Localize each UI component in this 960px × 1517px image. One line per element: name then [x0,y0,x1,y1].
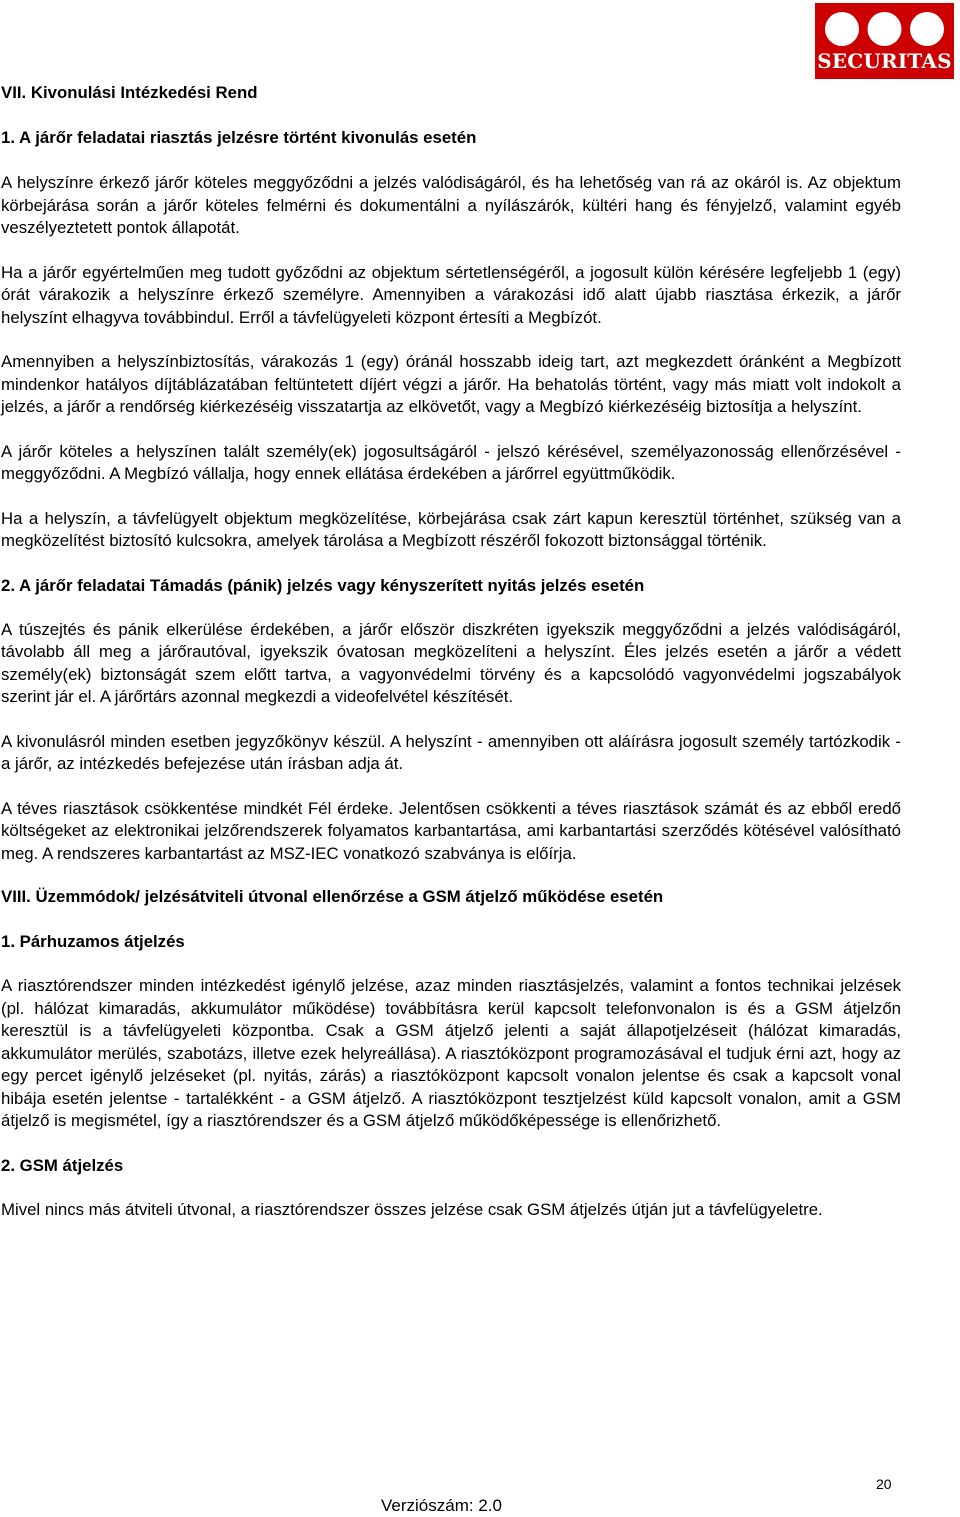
paragraph: A riasztórendszer minden intézkedést igénylő jelzése, azaz minden riasztásjelzés, valamint a fontos technikai jelzések (pl. hálózat kimaradás, akkumulátor működése) továbbításra kerül kapcsolt telefonvonalon is és a GSM átjelzőn keresztül is a távfelügyeleti központba. Csak a GSM átjelző jelenti a saját állapotjelzéseit (hálózat kimaradás, akkumulátor merülés, szabotázs, illetve ezek helyreállása). A riasztóközpont programozásával el tudjuk érni azt, hogy az egy percet igénylő jelzéseket (pl. nyitás, zárás) a riasztóközpont kapcsolt vonalon jelentse és csak a kapcsolt vonal hibája esetén jelentse - tartalékként - a GSM átjelző. A riasztóközpont tesztjelzést küld kapcsolt vonalon, amit a GSM átjelző is megismétel, így a riasztórendszer és a GSM átjelző működőképessége is ellenőrizhető. [1,976,901,1130]
paragraph: Mivel nincs más átviteli útvonal, a riasztórendszer összes jelzése csak GSM átjelzés útján jut a távfelügyeletre. [1,1199,823,1219]
paragraph: A téves riasztások csökkentése mindkét Fél érdeke. Jelentősen csökkenti a téves riasztások számát és az ebből eredő költségeket az elektronikai jelzőrendszerek folyamatos karbantartása, ami karbantartási szerződés kötésével valósítható meg. A rendszeres karbantartást az MSZ-IEC vonatkozó szabványa is előírja. [1,798,901,863]
subsection-title-8-2: 2. GSM átjelzés [1,1155,124,1175]
paragraph: A túszejtés és pánik elkerülése érdekében, a járőr először diszkréten igyekszik meggyőződni a jelzés valódiságáról, távolabb áll meg a járőrautóval, igyekszik óvatosan megközelíteni a helyszínt. Éles jelzés esetén a járőr a védett személy(ek) biztonságát szem előtt tartva, a vagyonvédelmi törvény és a kapcsolódó vagyonvédelmi jogszabályok szerint jár el. A járőrtárs azonnal megkezdi a videofelvétel készítését. [1,619,901,706]
paragraph: Ha a helyszín, a távfelügyelt objektum megközelítése, körbejárása csak zárt kapun keresztül történhet, szükség van a megközelítést biztosító kulcsokra, amelyek tárolása a Megbízott részéről fokozott biztonsággal történik. [1,508,901,550]
subsection-title-8-1: 1. Párhuzamos átjelzés [1,932,185,951]
document-body [1,81,901,1221]
subsection-title-7-1: 1. A járőr feladatai riasztás jelzésre történt kivonulás esetén [1,128,477,147]
paragraph: Ha a járőr egyértelműen meg tudott győződni az objektum sértetlenségéről, a jogosult külön kérésére legfeljebb 1 (egy) órát várakozik a helyszínre érkező személyre. Amennyiben a várakozási idő alatt újabb riasztása érkezik, a járőr helyszínt elhagyva továbbindul. Erről a távfelügyeleti központ értesíti a Megbízót. [1,262,901,327]
paragraph: A járőr köteles a helyszínen talált személy(ek) jogosultságáról - jelszó kérésével, személyazonosság ellenőrzésével - meggyőződni. A Megbízó vállalja, hogy ennek ellátása érdekében a járőrrel együttműködik. [1,441,901,483]
subsection-title-7-2: 2. A járőr feladatai Támadás (pánik) jelzés vagy kényszerített nyitás jelzés esetén [1,575,645,595]
paragraph: A helyszínre érkező járőr köteles meggyőződni a jelzés valódiságáról, és ha lehetőség van rá az okáról is. Az objektum körbejárása során a járőr köteles felmérni és dokumentálni a nyílászárók, kültéri hang és fényjelző, valamint egyéb veszélyeztetett pontok állapotát. [1,173,901,237]
logo-dots-icon [815,9,954,49]
page-number: 20 [876,1476,892,1492]
paragraph: Amennyiben a helyszínbiztosítás, várakozás 1 (egy) óránál hosszabb ideig tart, azt megkezdett óránként a Megbízott mindenkor hatályos díjtáblázatában feltüntetett díjért végzi a járőr. Ha behatolás történt, vagy más miatt volt indokolt a jelzés, a járőr a rendőrség kiérkezéséig visszatartja az elkövetőt, vagy a Megbízó kiérkezéséig biztosítja a helyszínt. [1,352,901,416]
section-title-8: VIII. Üzemmódok/ jelzésátviteli útvonal ellenőrzése a GSM átjelző működése esetén [1,887,664,906]
logo-wordmark: SECURITAS [817,49,952,73]
section-title-7: VII. Kivonulási Intézkedési Rend [1,83,258,102]
securitas-logo [815,3,954,79]
version-footer: Verziószám: 2.0 [381,1496,502,1515]
paragraph: A kivonulásról minden esetben jegyzőkönyv készül. A helyszínt - amennyiben ott aláírásra jogosult személy tartózkodik - a járőr, az intézkedés befejezése után írásban adja át. [1,731,901,773]
